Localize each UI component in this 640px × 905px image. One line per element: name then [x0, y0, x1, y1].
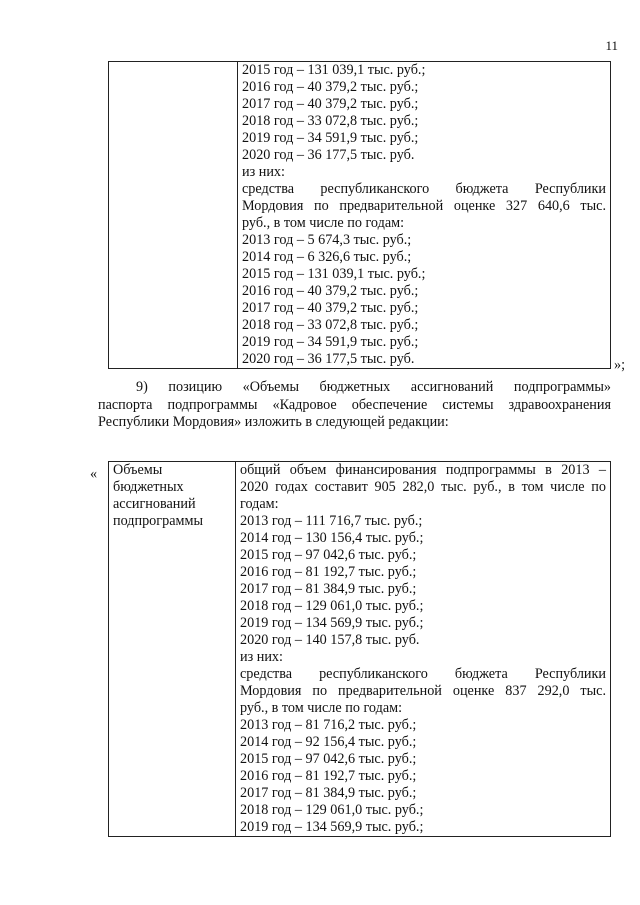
- funding-line: 2015 год – 97 042,6 тыс. руб.;: [240, 547, 417, 563]
- funding-line: общий объем финансирования подпрограммы в 2013 –: [240, 462, 606, 478]
- label-line: подпрограммы: [113, 513, 203, 529]
- label-line: бюджетных: [113, 479, 184, 495]
- passport-table-continuation: [108, 61, 611, 369]
- funding-line: 2019 год – 34 591,9 тыс. руб.;: [242, 130, 419, 146]
- label-line: ассигнований: [113, 496, 196, 512]
- closing-quote: »;: [614, 357, 626, 373]
- funding-line: 2020 год – 36 177,5 тыс. руб.: [242, 351, 415, 367]
- funding-line: из них:: [242, 164, 285, 180]
- funding-line: 2016 год – 40 379,2 тыс. руб.;: [242, 283, 419, 299]
- funding-line: средства республиканского бюджета Республики: [240, 666, 606, 682]
- funding-line: 2016 год – 40 379,2 тыс. руб.;: [242, 79, 419, 95]
- funding-line: 2016 год – 81 192,7 тыс. руб.;: [240, 768, 417, 784]
- paragraph-line: 9) позицию «Объемы бюджетных ассигнований подпрограммы»: [136, 379, 611, 395]
- passport-table: [108, 461, 611, 837]
- funding-line: 2017 год – 40 379,2 тыс. руб.;: [242, 300, 419, 316]
- paragraph-line: паспорта подпрограммы «Кадровое обеспечение системы здравоохранения: [98, 396, 611, 413]
- funding-line: руб., в том числе по годам:: [240, 700, 403, 716]
- funding-line: Мордовия по предварительной оценке 327 640,6 тыс.: [242, 198, 606, 214]
- funding-line: 2015 год – 131 039,1 тыс. руб.;: [242, 62, 426, 78]
- funding-line: 2016 год – 81 192,7 тыс. руб.;: [240, 564, 417, 580]
- table-row: [109, 462, 611, 837]
- funding-line: 2015 год – 97 042,6 тыс. руб.;: [240, 751, 417, 767]
- opening-quote: «: [90, 466, 98, 482]
- funding-line: 2017 год – 40 379,2 тыс. руб.;: [242, 96, 419, 112]
- table-cell-funding: [238, 62, 611, 369]
- funding-line: руб., в том числе по годам:: [242, 215, 405, 231]
- table-cell-funding: [236, 462, 611, 837]
- funding-line: годам:: [240, 496, 279, 512]
- funding-line: 2020 год – 140 157,8 тыс. руб.: [240, 632, 420, 648]
- amendment-paragraph: [98, 379, 611, 432]
- funding-line: 2013 год – 5 674,3 тыс. руб.;: [242, 232, 412, 248]
- paragraph-line: Республики Мордовия» изложить в следующей редакции:: [98, 414, 449, 430]
- funding-line: 2015 год – 131 039,1 тыс. руб.;: [242, 266, 426, 282]
- funding-line: 2017 год – 81 384,9 тыс. руб.;: [240, 785, 417, 801]
- page-number: 11: [605, 38, 618, 53]
- table-cell-label: [109, 462, 236, 837]
- table-row: [109, 62, 611, 369]
- funding-line: 2018 год – 129 061,0 тыс. руб.;: [240, 802, 424, 818]
- label-line: Объемы: [113, 462, 163, 478]
- table-cell-label: [109, 62, 238, 369]
- funding-line: из них:: [240, 649, 283, 665]
- funding-line: 2019 год – 134 569,9 тыс. руб.;: [240, 819, 424, 835]
- funding-line: 2013 год – 81 716,2 тыс. руб.;: [240, 717, 417, 733]
- funding-line: средства республиканского бюджета Республики: [242, 181, 606, 197]
- funding-line: Мордовия по предварительной оценке 837 292,0 тыс.: [240, 683, 606, 699]
- funding-line: 2014 год – 130 156,4 тыс. руб.;: [240, 530, 424, 546]
- funding-line: 2020 год – 36 177,5 тыс. руб.: [242, 147, 415, 163]
- funding-line: 2019 год – 34 591,9 тыс. руб.;: [242, 334, 419, 350]
- funding-line: 2020 годах составит 905 282,0 тыс. руб., в том числе по: [240, 479, 606, 495]
- funding-line: 2018 год – 33 072,8 тыс. руб.;: [242, 113, 419, 129]
- funding-line: 2014 год – 92 156,4 тыс. руб.;: [240, 734, 417, 750]
- funding-line: 2017 год – 81 384,9 тыс. руб.;: [240, 581, 417, 597]
- funding-line: 2013 год – 111 716,7 тыс. руб.;: [240, 513, 423, 529]
- funding-line: 2018 год – 33 072,8 тыс. руб.;: [242, 317, 419, 333]
- funding-line: 2014 год – 6 326,6 тыс. руб.;: [242, 249, 412, 265]
- funding-line: 2018 год – 129 061,0 тыс. руб.;: [240, 598, 424, 614]
- funding-line: 2019 год – 134 569,9 тыс. руб.;: [240, 615, 424, 631]
